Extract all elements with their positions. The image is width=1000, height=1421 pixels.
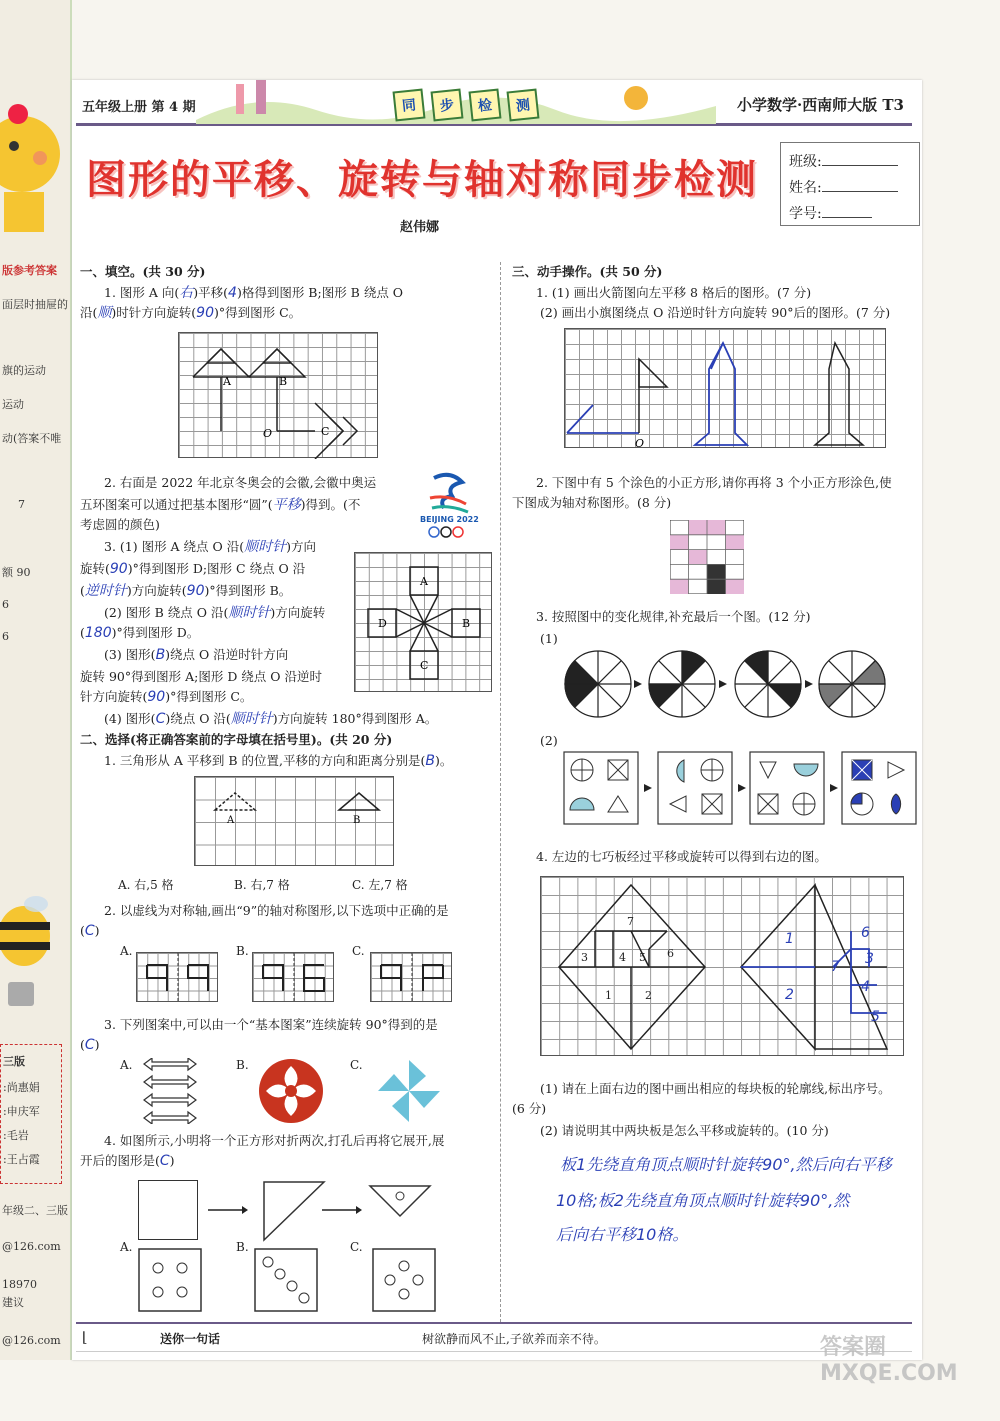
- q-text: )方向旋转 180°得到图形 A。: [272, 711, 438, 726]
- handwritten-answer: 顺: [97, 305, 112, 321]
- strip-line: 运动: [2, 398, 24, 411]
- q-text: )绕点 O 沿逆时针方向: [165, 647, 289, 662]
- svg-text:A: A: [420, 575, 428, 588]
- strip-line: 6: [2, 630, 9, 643]
- id-field[interactable]: [789, 201, 911, 227]
- q-text: 针方向旋转(: [80, 689, 148, 704]
- q-text: )。: [434, 753, 453, 768]
- svg-text:7: 7: [627, 915, 634, 928]
- svg-text:C: C: [321, 425, 330, 438]
- logo-text: BEIJING 2022: [420, 515, 479, 524]
- q-text: (2) 图形 B 绕点 O 沿(: [104, 605, 229, 620]
- handwritten-answer: 90: [109, 561, 128, 577]
- rocket-grid: [564, 328, 886, 448]
- q-text: )方向旋转: [270, 605, 326, 620]
- team-line: :毛岩: [3, 1129, 29, 1142]
- section-hands-on: 三、动手操作。(共 50 分): [512, 264, 663, 279]
- folded-square-step1: [138, 1180, 198, 1240]
- handwritten-answer: C: [84, 1037, 95, 1053]
- question-1: [104, 282, 496, 304]
- svg-text:O: O: [263, 427, 273, 440]
- q-text: (4) 图形(: [104, 711, 156, 726]
- team-line: :尚惠娟: [3, 1081, 40, 1094]
- handwritten-answer: C: [159, 1153, 170, 1169]
- svg-text:5: 5: [871, 1009, 880, 1025]
- team-line: 三版: [3, 1055, 25, 1068]
- handwritten-answer: 180: [84, 625, 112, 641]
- question-1-cont: [80, 302, 301, 324]
- header-badge: 同: [393, 89, 426, 122]
- author-name: 赵伟娜: [400, 220, 440, 235]
- handwritten-answer: B: [155, 647, 166, 663]
- choice-3: 3. 下列图案中,可以由一个“基本图案”连续旋转 90°得到的是: [104, 1017, 438, 1032]
- q-text: )方向旋转(: [126, 583, 187, 598]
- strip-line: 7: [18, 498, 25, 511]
- choice-1-option-c[interactable]: C. 左,7 格: [352, 878, 408, 892]
- hands-on-1b: (2) 画出小旗图绕点 O 沿逆时针方向旋转 90°后的图形。(7 分): [540, 305, 891, 320]
- svg-text:3: 3: [581, 951, 588, 964]
- section-fill-in: 一、填空。(共 30 分): [80, 264, 206, 279]
- question-3-cont: [80, 558, 350, 580]
- choice-4-option-b[interactable]: B.: [236, 1240, 249, 1254]
- footer-left-label: 送你一句话: [160, 1332, 221, 1346]
- folded-triangle-step2: [262, 1180, 326, 1242]
- digit-grid-c: [370, 952, 452, 1002]
- q-text: 旋转(: [80, 561, 110, 576]
- rotation-grid: [354, 552, 492, 692]
- hands-on-4: 4. 左边的七巧板经过平移或旋转可以得到右边的图。: [536, 849, 827, 864]
- hands-on-4-part1: (1) 请在上面右边的图中画出相应的每块板的轮廓线,标出序号。: [540, 1081, 891, 1096]
- watermark: 答案圈 MXQE.COM: [820, 1335, 958, 1386]
- choice-3-answer: (C): [80, 1037, 100, 1053]
- arrows-pattern-icon: [140, 1058, 200, 1124]
- svg-text:A: A: [227, 815, 235, 826]
- olympic-emblem-icon: [418, 468, 482, 540]
- digit-96-icon: [253, 953, 335, 1003]
- strip-line: @126.com: [2, 1334, 61, 1347]
- bee-mascot-icon: [0, 886, 70, 1016]
- hands-on-3: 3. 按照图中的变化规律,补充最后一个图。(12 分): [536, 609, 811, 624]
- name-field[interactable]: [789, 175, 911, 201]
- tangram-grid: [540, 876, 904, 1056]
- question-2-note: 考虑圆的颜色): [80, 517, 160, 532]
- handwritten-answer: 90: [196, 305, 214, 321]
- q-text: 开后的图形是(: [80, 1153, 160, 1168]
- tangram-shapes-icon: [541, 877, 905, 1057]
- subject-label: 小学数学·西南师大版 T3: [736, 96, 904, 114]
- handwritten-answer: 4: [228, 285, 237, 301]
- hands-on-2: 2. 下图中有 5 个涂色的小正方形,请你再将 3 个小正方形涂色,使: [536, 475, 892, 490]
- triangle-shapes-icon: [195, 777, 395, 867]
- handwritten-answer: 顺时针: [230, 711, 273, 727]
- strip-line: 动(答案不唯: [2, 432, 62, 445]
- translation-grid: [178, 332, 378, 458]
- digit-grid-a: [136, 952, 218, 1002]
- team-line: :王占霞: [3, 1153, 40, 1166]
- handwritten-explanation: 板1先绕直角顶点顺时针旋转90°,然后向右平移: [560, 1155, 892, 1174]
- choice-4-cont: 开后的图形是(C): [80, 1153, 175, 1169]
- question-3-part4: [104, 708, 496, 730]
- question-3-cont: (逆时针)方向旋转(90)°得到图形 B。: [80, 583, 292, 599]
- strip-line: 年级二、三版: [2, 1204, 68, 1217]
- strip-line: @126.com: [2, 1240, 61, 1253]
- q-text: 3. (1) 图形 A 绕点 O 沿(: [104, 539, 245, 554]
- symmetry-grid-icon: [670, 520, 744, 594]
- choice-1-option-a[interactable]: A. 右,5 格: [118, 878, 174, 892]
- question-3: [104, 536, 354, 558]
- student-info-box: [780, 142, 920, 226]
- q-text: )°得到图形 B。: [204, 583, 292, 598]
- unfolded-option-a: [138, 1248, 202, 1312]
- svg-text:D: D: [378, 617, 387, 630]
- bear-mascot-icon: [0, 96, 70, 246]
- svg-text:2: 2: [785, 987, 794, 1003]
- handwritten-explanation: 后向右平移10格。: [556, 1225, 689, 1244]
- unfolded-option-c: [372, 1248, 436, 1312]
- question-3-part3-cont: 旋转 90°得到图形 A;图形 D 绕点 O 沿逆时: [80, 669, 323, 684]
- digit-mirror-icon: [371, 953, 453, 1003]
- digit-grid-b: [252, 952, 334, 1002]
- hands-on-4-part1-score: (6 分): [512, 1101, 547, 1116]
- handwritten-answer: C: [155, 711, 166, 727]
- choice-2: 2. 以虚线为对称轴,画出“9”的轴对称图形,以下选项中正确的是: [104, 903, 449, 918]
- q-text: 五环图案可以通过把基本图形“圆”(: [80, 497, 273, 512]
- svg-text:4: 4: [619, 951, 626, 964]
- strip-line: 6: [2, 598, 9, 611]
- question-3-part2-cont: (180)°得到图形 D。: [80, 625, 200, 641]
- choice-2-option-a[interactable]: A.: [120, 944, 133, 958]
- flag-shapes-icon: [179, 333, 379, 459]
- handwritten-answer: 90: [147, 689, 166, 705]
- choice-3-option-c[interactable]: C.: [350, 1058, 363, 1072]
- svg-text:B: B: [279, 375, 288, 388]
- choice-2-answer: (C): [80, 923, 100, 939]
- team-line: :申庆军: [3, 1105, 40, 1118]
- strip-line: 额 90: [2, 566, 31, 579]
- q-text: )°得到图形 C。: [165, 689, 253, 704]
- column-divider: [500, 262, 501, 1322]
- flower-pattern-icon: [256, 1056, 326, 1126]
- question-3-part3-cont: [80, 686, 350, 708]
- team-box: [0, 1044, 62, 1184]
- q-text: )时针方向旋转(: [111, 305, 197, 320]
- strip-line: 旗的运动: [2, 364, 46, 377]
- header-badge: 测: [507, 89, 540, 122]
- pinwheel-pattern-icon: [374, 1056, 444, 1126]
- hands-on-2-cont: 下图成为轴对称图形。(8 分): [512, 495, 672, 510]
- footer-quote: 树欲静而风不止,子欲养而亲不待。: [422, 1332, 606, 1346]
- svg-text:6: 6: [861, 925, 870, 941]
- choice-1-option-b[interactable]: B. 右,7 格: [234, 878, 290, 892]
- svg-text:3: 3: [865, 951, 874, 967]
- svg-text:1: 1: [605, 989, 612, 1002]
- arrow-right-icon: [322, 1204, 362, 1216]
- q-text: )方向: [286, 539, 317, 554]
- hands-on-3-part1: (1): [540, 631, 558, 646]
- handwritten-answer: B: [425, 753, 435, 769]
- q-text: )平移(: [193, 285, 229, 300]
- handwritten-answer: 顺时针: [244, 539, 287, 555]
- svg-text:5: 5: [639, 951, 646, 964]
- q-text: 1. 三角形从 A 平移到 B 的位置,平移的方向和距离分别是(: [104, 753, 426, 768]
- svg-text:B: B: [353, 815, 361, 826]
- hands-on-1: 1. (1) 画出火箭图向左平移 8 格后的图形。(7 分): [536, 285, 812, 300]
- handwritten-answer: 平移: [272, 497, 301, 513]
- question-2: 2. 右面是 2022 年北京冬奥会的会徽,会徽中奥运: [104, 475, 377, 490]
- strip-line: 18970: [2, 1278, 37, 1291]
- handwritten-answer: C: [84, 923, 95, 939]
- q-text: (3) 图形(: [104, 647, 156, 662]
- hands-on-4-part2: (2) 请说明其中两块板是怎么平移或旋转的。(10 分): [540, 1123, 829, 1138]
- question-3-part3: [104, 644, 354, 666]
- unfolded-option-b: [254, 1248, 318, 1312]
- question-3-part2: [104, 602, 354, 624]
- question-2-cont: [80, 494, 400, 516]
- svg-text:4: 4: [861, 979, 870, 995]
- svg-text:7: 7: [831, 959, 840, 975]
- choice-2-option-b[interactable]: B.: [236, 944, 249, 958]
- name-label: 姓名:: [789, 180, 822, 196]
- hands-on-3-part2: (2): [540, 733, 558, 748]
- svg-text:1: 1: [785, 931, 794, 947]
- strip-line: 版参考答案: [2, 264, 57, 277]
- digit-99-icon: [137, 953, 219, 1003]
- q-text: 1. 图形 A 向(: [104, 285, 180, 300]
- arrow-right-icon: [208, 1204, 248, 1216]
- svg-text:O: O: [635, 437, 645, 449]
- q-text: )格得到图形 B;图形 B 绕点 O: [236, 285, 404, 300]
- choice-1: [104, 750, 496, 772]
- header-badges: [394, 90, 538, 120]
- header-badge: 检: [469, 89, 502, 122]
- left-binding-strip: [0, 0, 72, 1360]
- id-label: 学号:: [789, 206, 822, 222]
- handwritten-answer: 逆时针: [84, 583, 127, 599]
- svg-text:6: 6: [667, 947, 674, 960]
- choice-4-option-c[interactable]: C.: [350, 1240, 363, 1254]
- svg-text:C: C: [420, 659, 429, 672]
- handwritten-explanation: 10格;板2先绕直角顶点顺时针旋转90°,然: [556, 1191, 850, 1210]
- tile-sequence-icon: [562, 750, 918, 826]
- class-label: 班级:: [789, 154, 822, 170]
- handwritten-answer: 90: [186, 583, 205, 599]
- header-badge: 步: [431, 89, 464, 122]
- q-text: )°得到图形 D。: [111, 625, 200, 640]
- worksheet-title: 图形的平移、旋转与轴对称同步检测: [86, 157, 758, 203]
- handwritten-answer: 右: [179, 285, 194, 301]
- strip-line: 面层时抽屉的: [2, 298, 68, 311]
- q-text: )绕点 O 沿(: [165, 711, 231, 726]
- choice-4-option-a[interactable]: A.: [120, 1240, 133, 1254]
- footer-bar: [76, 1322, 912, 1352]
- folded-triangle-step3: [368, 1184, 432, 1218]
- circle-sequence-icon: [562, 648, 892, 722]
- svg-text:A: A: [223, 375, 231, 388]
- svg-text:B: B: [462, 617, 471, 630]
- bracket-icon: ⌊: [82, 1330, 88, 1346]
- choice-3-option-a[interactable]: A.: [120, 1058, 133, 1072]
- section-choice: 二、选择(将正确答案前的字母填在括号里)。(共 20 分): [80, 732, 393, 747]
- strip-line: 建议: [2, 1296, 24, 1309]
- header-bar: [76, 88, 912, 126]
- triangle-translation-grid: [194, 776, 394, 866]
- choice-4: 4. 如图所示,小明将一个正方形对折两次,打孔后再将它展开,展: [104, 1133, 445, 1148]
- q-text: 沿(: [80, 305, 98, 320]
- choice-3-option-b[interactable]: B.: [236, 1058, 249, 1072]
- rotation-shapes-icon: [355, 553, 493, 693]
- q-text: )°得到图形 C。: [213, 305, 302, 320]
- class-field[interactable]: [789, 149, 911, 175]
- choice-2-option-c[interactable]: C.: [352, 944, 365, 958]
- svg-text:2: 2: [645, 989, 652, 1002]
- issue-label: 五年级上册 第 4 期: [82, 100, 196, 115]
- rocket-flag-shapes-icon: [565, 329, 887, 449]
- q-text: )得到。(不: [300, 497, 361, 512]
- q-text: )°得到图形 D;图形 C 绕点 O 沿: [127, 561, 306, 576]
- handwritten-answer: 顺时针: [228, 605, 271, 621]
